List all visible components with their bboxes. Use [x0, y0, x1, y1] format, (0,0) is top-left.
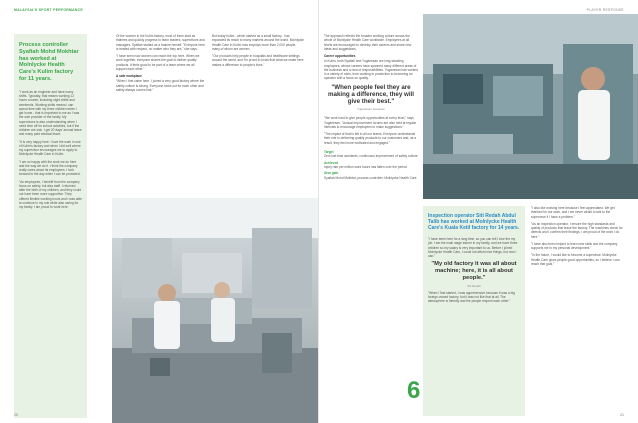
body-para: The approach reflects the broader working culture across the whole of Molnlycke Health Care worldwide. Employees at all levels are encouraged to develop their careers and share new ideas and suggestions. — [324, 34, 412, 51]
pull-quote: "When people feel they are making a difference, they will give their best." — [328, 83, 414, 105]
body-para: In Kulim, both Syafiah and Yuganesan are long-standing employees, whose careers have spanned many different areas of the business and a host of responsibilities. Yuganesan has worked in a variety of roles, from working in production to becoming an operator with a focus on quality. — [324, 59, 418, 81]
profile-text-left — [19, 90, 82, 210]
factory-photo-illustration — [112, 198, 319, 423]
page-number-right: 21 — [620, 413, 624, 417]
profile-text-right — [428, 237, 520, 258]
body-column-2 — [116, 34, 205, 95]
stat-number: 6 — [407, 377, 421, 404]
profile-para: "I work as an engineer and have many shifts. Typically, that means working 12 hours a week, including night shifts and weekends. Working shifts means I can spend time with my three children when I get home - that is important to me as I was the sole provider of the family. My supervisors is also understanding when I need time off for school activities, but if the children are sick, I get 20 days' annual leave and many paid medical leave. — [19, 89, 82, 137]
profile-title-left: Process controller Syafiah Mohd Mokhtar has worked at Molnlycke Health Care's Kulim factory for 11 years. — [19, 42, 79, 82]
profile-para: "As employees, I benefit from the company focus on safety, but also staff. I returned after the birth of my children, and they could not have been more supportive. They offered flexible working hours and I was able to continue in my role while also caring for my family. I am proud to work here. — [19, 179, 82, 210]
target-text: Syafiah Mohd Mokhtar, process controller; Molnlycke Health Care — [324, 175, 417, 180]
body-para: Of the women in the Kulim factory, most of them start as trainees and quickly progress to team leaders, supervisors and managers. Syafiah started as a trainee herself. "Everyone here is treated with respect, no matter who they are," she says. — [116, 34, 205, 51]
profile-para: "It is very happy here. I love the work in one of Kulim's factory and when I did well where my supervisor encourages me to apply to Molnlycke Health Care in Kulim. — [19, 139, 81, 157]
machine-operator-photo — [423, 14, 638, 199]
profile-quote-attribution: Siti Redah — [467, 283, 481, 288]
body-column-6 — [531, 206, 623, 269]
page-number-left: 20 — [14, 413, 18, 417]
target-item — [324, 171, 418, 180]
target-item — [324, 161, 418, 170]
body-column-3 — [212, 34, 304, 70]
body-para: "Our products help people in hospitals and healthcare settings around the world, and I'm proud to know that what we make here makes a difference to people's lives." — [212, 54, 304, 67]
profile-para: "I have been here for a long time, so you can tell I love the my job. I am the main wage earner in my family, and we have three children so my salary is very important to us. Before I joined Molnlycke Health Care, I could not afford nice things, but now I can." — [428, 237, 518, 258]
profile-text-right-2 — [428, 291, 520, 304]
body-para: "I have also been helped to learn new skills and the company supports me in my personal development." — [531, 241, 618, 250]
body-para: "I also like working here because I feel appreciated. We get thanked for our work, and I am never afraid to talk to the supervisor if I have a problem." — [531, 206, 615, 219]
body-para: "When I first came here, I joined a very good factory where the safety culture is strong. Everyone looks out for each other and safety always comes first." — [116, 79, 205, 92]
target-label: Also gain — [324, 171, 339, 176]
profile-box-right — [423, 206, 525, 416]
operator-photo-illustration — [423, 14, 638, 199]
targets-list — [324, 150, 418, 180]
right-page — [319, 0, 638, 423]
target-item — [324, 150, 418, 159]
body-para: "We work hard to give people opportunities at every level," says Yuganesan. "Annual improvement forums are also held at regular intervals to encourage employees to make suggestions." — [324, 116, 417, 129]
profile-pull-quote: "My old factory it was all about machine; here, it is all about people." — [431, 261, 517, 281]
body-para: But today Kulim - which started as a small factory - has expanded its reach to many markets around the world. Molnlycke Health Care in Kulim now employs more than 2,000 people, many of whom are women. — [212, 34, 304, 51]
body-para: "As an inspection operator, I ensure the high standards and quality of products that leave the factory. The machines check for defects and I confirm their findings. I am proud of the work I do here." — [531, 221, 623, 239]
factory-floor-photo — [112, 198, 319, 423]
target-label: Achieved — [324, 160, 339, 165]
subheading-career: Career opportunities — [324, 54, 356, 58]
pull-quote-attribution: Yuganesan Ganesan — [356, 107, 386, 112]
profile-para: "I am so happy with the work we do here and the way we do it. I think the company really cares about its employees. I look forward to the day when I can be promoted. — [19, 159, 81, 177]
body-para: "I have seen how women can reach the top here. When we work together, everyone shares the goal to deliver quality products. It feels good to be part of a team where we all support each other." — [116, 54, 200, 71]
body-para: "The impact of that is felt in all our teams. Everyone understands their role in delivering quality products to our customers and, as a result, they feel more motivated and engaged." — [324, 132, 417, 145]
subheading-safe-workplace: A safe workplace — [116, 74, 142, 78]
body-para: "In the future, I would like to become a supervisor. Molnlycke Health Care gives people good opportunities, so I believe I can reach that goal." — [531, 253, 620, 266]
target-text: Zero lost time accidents, continuous improvement of safety culture — [324, 154, 418, 159]
profile-sidebar-left — [14, 34, 87, 418]
running-header-left: MALAYSIA'S SPORT PERFORMANCE — [14, 8, 83, 12]
target-label: Target — [324, 149, 334, 154]
body-column-4 — [324, 34, 418, 180]
running-header-right: PLAYER RESPONSE — [586, 8, 624, 12]
profile-title-right: Inspection operator Siti Redah Abdul Talib has worked at Molnlycke Health Care's Kuala Ketil factory for 14 years. — [428, 213, 520, 231]
profile-para: "When I first started, I was apprehensive because it was a big foreign-owned factory, but it was not like that at all. The atmosphere is friendly and the people respect each other." — [428, 290, 515, 304]
target-text: Injury rate per million work hours has fallen over the period — [324, 165, 407, 170]
